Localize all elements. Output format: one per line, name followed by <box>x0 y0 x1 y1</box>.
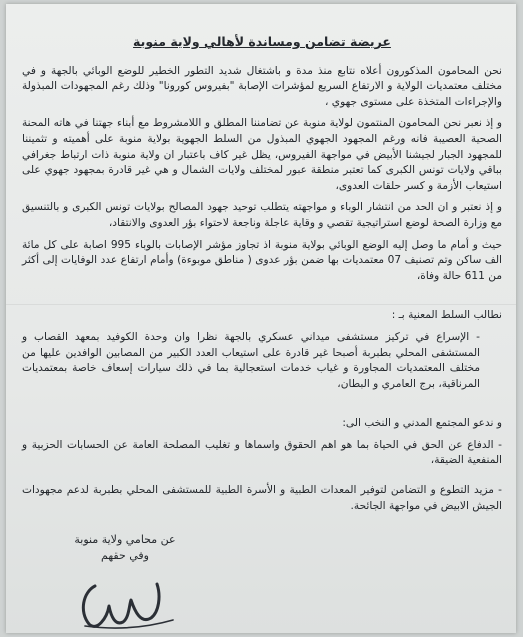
signature-line-2: وفي حقهم <box>101 549 149 562</box>
demands-heading: نطالب السلط المعنية بـ : <box>391 309 502 322</box>
call-right-to-life: - الدفاع عن الحق في الحياة بما هو اهم الحقوق واسماها و تغليب المصلحة العامة عن الحسابات الحزبية و المنفعية الضيقة، <box>22 438 502 467</box>
handwritten-signature <box>65 566 185 633</box>
paragraph-solidarity: و إذ نعبر نحن المحامون المنتمون لولاية منوبة عن تضامننا المطلق و اللامشروط مع أبناء جهتنا في هاته المحنة الصحية العصيبة فانه ورغم المجهود الجهوي المبذول من السلط الجهوية بولاية منوبة على أهميته و تثميننا للمجهود الجبار لجيشنا الأبيض في مواجهة الفيروس، يظل غير كاف باعتبار ان ولاية منوبة ذات ارتباط جغرافي بباقي ولايات تونس الكبرى كما تعتبر منطقة عبور لمختلف ولايات الشمال و هي غير قادرة بمجهود جهوي على استيعاب الأزمة و كسر حلقات العدوى، <box>22 117 502 192</box>
signature-block <box>40 532 210 633</box>
demand-field-hospital: - الإسراع في تركيز مستشفى ميداني عسكري بالجهة نظرا وان وحدة الكوفيد بمعهد القصاب و المستشفى المحلي بطبربة أصبحا غير قادرة على استيعاب العدد الكبير من المصابين الوافدين عليها من مختلف المعتمديات المجاورة و غياب خدمات استعجالية بما في ذلك سيارات إسعاف خاصة بمعتمديات المرناقية، برج العامري و البطان، <box>22 330 480 390</box>
petition-body <box>22 34 502 520</box>
paragraph-statistics: حيث و أمام ما وصل إليه الوضع الوبائي بولاية منوبة اذ تجاوز مؤشر الإصابات بالوباء 995 اصابة على كل مائة الف ساكن وتم تصنيف 07 معتمديات بها ضمن بؤر عدوى ( مناطق موبوءة) وأمام ارتفاع عدد الوفايات إلى أكثر من 611 حالة وفاة، <box>22 238 502 282</box>
document-sheet <box>6 4 516 633</box>
paragraph-coordination: و إذ نعتبر و ان الحد من انتشار الوباء و مواجهته يتطلب توحيد جهود المصالح بولايات تونس الكبرى و بالتنسيق مع وزارة الصحة لوضع استراتيجية تقصي و وقاية عاجلة وناجعة لاحتواء بؤر العدوى والانتقاد، <box>22 201 502 229</box>
document-title: عريضة تضامن ومساندة لأهالي ولاية منوبة <box>133 34 391 49</box>
call-heading: و ندعو المجتمع المدني و النخب الى: <box>342 417 502 430</box>
paragraph-intro: نحن المحامون المذكورون أعلاه نتابع منذ مدة و باشتغال شديد التطور الخطير للوضع الوبائي بالجهة و في مختلف معتمديات الولاية و الارتفاع السريع لمؤشرات الإصابة "بفيروس كورونا" وذلك رغم المجهودات المبذولة والإجراءات المتخذة على مستوى جهوي ، <box>22 64 502 108</box>
signature-line-1: عن محامي ولاية منوبة <box>74 533 176 546</box>
call-volunteering: - مزيد التطوع و التضامن لتوفير المعدات الطبية و الأسرة الطبية للمستشفى المحلي بطبربة لدعم مجهودات الجيش الابيض في مواجهة الجائحة. <box>22 484 502 512</box>
